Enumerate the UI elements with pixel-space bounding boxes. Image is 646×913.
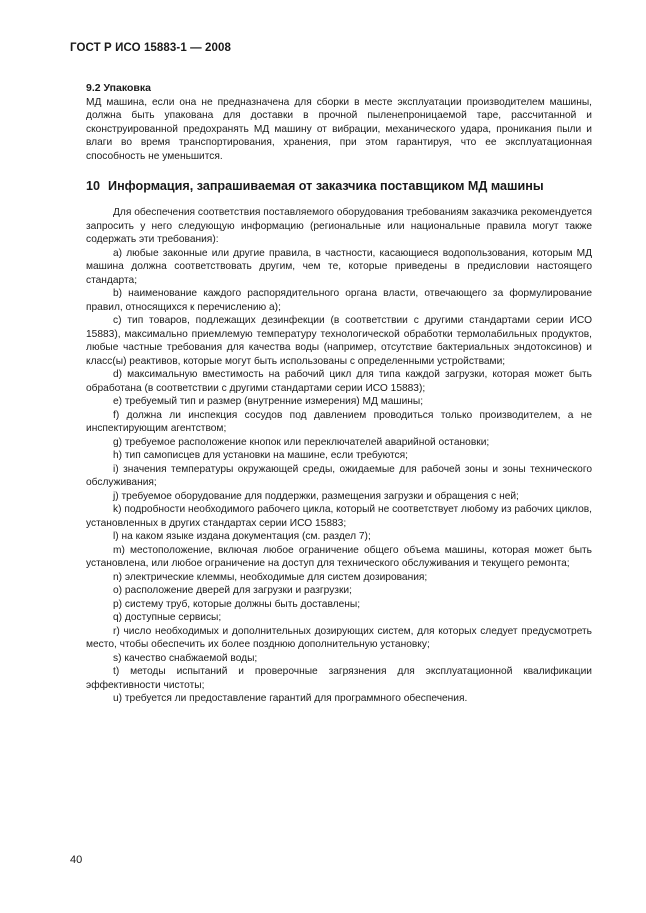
- section-9-2-text: МД машина, если она не предназначена для сборки в месте эксплуатации производителем машины, должна быть упакована для доставки в прочной пыленепроницаемой таре, рассчитанной и сконструированной предохранять МД машину от вибрации, механического удара, проникания пыли и влаги во время транспортирования, хранения, при этом гарантируя, что ее эксплуатационная способность не уменьшится.: [86, 96, 592, 162]
- list-item-n: n) электрические клеммы, необходимые для систем дозирования;: [113, 571, 428, 583]
- section-10-number: 10: [86, 179, 101, 193]
- list-item-p: p) систему труб, которые должны быть доставлены;: [113, 598, 361, 610]
- list-item-j: j) требуемое оборудование для поддержки, размещения загрузки и обращения с ней;: [113, 490, 519, 502]
- list-item-m: m) местоположение, включая любое ограничение общего объема машины, которая может быть установлена, или любое ограничение на доступ для технического обслуживания и текущего ремонта;: [86, 544, 592, 569]
- list-item-g: g) требуемое расположение кнопок или переключателей аварийной остановки;: [113, 436, 490, 448]
- section-10-intro: Для обеспечения соответствия поставляемого оборудования требованиям заказчика рекомендуется запросить у него следующую информацию (региональные или национальные правила могут также содержать эти требования):: [86, 207, 592, 245]
- list-item-e: e) требуемый тип и размер (внутренние измерения) МД машины;: [113, 396, 424, 407]
- list-item-t: t) методы испытаний и проверочные загрязнения для эксплуатационной квалификации эффективности чистоты;: [86, 666, 592, 691]
- list-item-h: h) тип самописцев для установки на машине, если требуются;: [113, 450, 408, 461]
- list-item-o: o) расположение дверей для загрузки и разгрузки;: [113, 585, 352, 596]
- list-item-d: d) максимальную вместимость на рабочий цикл для типа каждой загрузки, которая может быть обработана (в соответствии с другими стандартами серии ИСО 15883);: [86, 369, 592, 394]
- document-header: ГОСТ Р ИСО 15883-1 — 2008: [70, 42, 232, 54]
- list-item-q: q) доступные сервисы;: [113, 612, 222, 623]
- section-10-title: Информация, запрашиваемая от заказчика поставщиком МД машины: [108, 179, 544, 193]
- list-item-c: c) тип товаров, подлежащих дезинфекции (в соответствии с другими стандартами серии ИСО 15883), максимально приемлемую температуру технологической обработки термолабильных продуктов, любые частные требования для качества воды (например, отсутствие бактериальных эндотоксинов) и класс(ы) реактивов, которые могут быть использованы с определенными устройствами;: [86, 315, 592, 367]
- list-item-u: u) требуется ли предоставление гарантий для программного обеспечения.: [113, 693, 468, 704]
- list-item-r: r) число необходимых и дополнительных дозирующих систем, для которых следует предусмотреть место, чтобы обеспечить их более позднюю дополнительную установку;: [86, 625, 592, 650]
- list-item-s: s) качество снабжаемой воды;: [113, 652, 258, 664]
- list-item-a: a) любые законные или другие правила, в частности, касающиеся водопользования, которым МД машина должна соответствовать другим, чем те, которые приведены в предисловии настоящего стандарта;: [86, 247, 592, 286]
- page-number: 40: [70, 854, 83, 866]
- list-item-f: f) должна ли инспекция сосудов под давлением проводиться только производителем, а не инспектирующим агентством;: [86, 409, 592, 434]
- list-item-k: k) подробности необходимого рабочего цикла, который не соответствует любому из рабочих циклов, установленных в других стандартах серии ИСО 15883;: [86, 504, 592, 529]
- section-10-heading: [86, 178, 592, 194]
- section-9-2-title: 9.2 Упаковка: [86, 82, 151, 94]
- document-body: [86, 82, 592, 706]
- list-item-i: i) значения температуры окружающей среды, ожидаемые для рабочей зоны и зоны технического обслуживания;: [86, 463, 592, 488]
- list-item-l: l) на каком языке издана документация (см. раздел 7);: [113, 531, 371, 542]
- list-item-b: b) наименование каждого распорядительного органа власти, отвечающего за формулирование правил, относящихся к перечислению a);: [86, 288, 592, 313]
